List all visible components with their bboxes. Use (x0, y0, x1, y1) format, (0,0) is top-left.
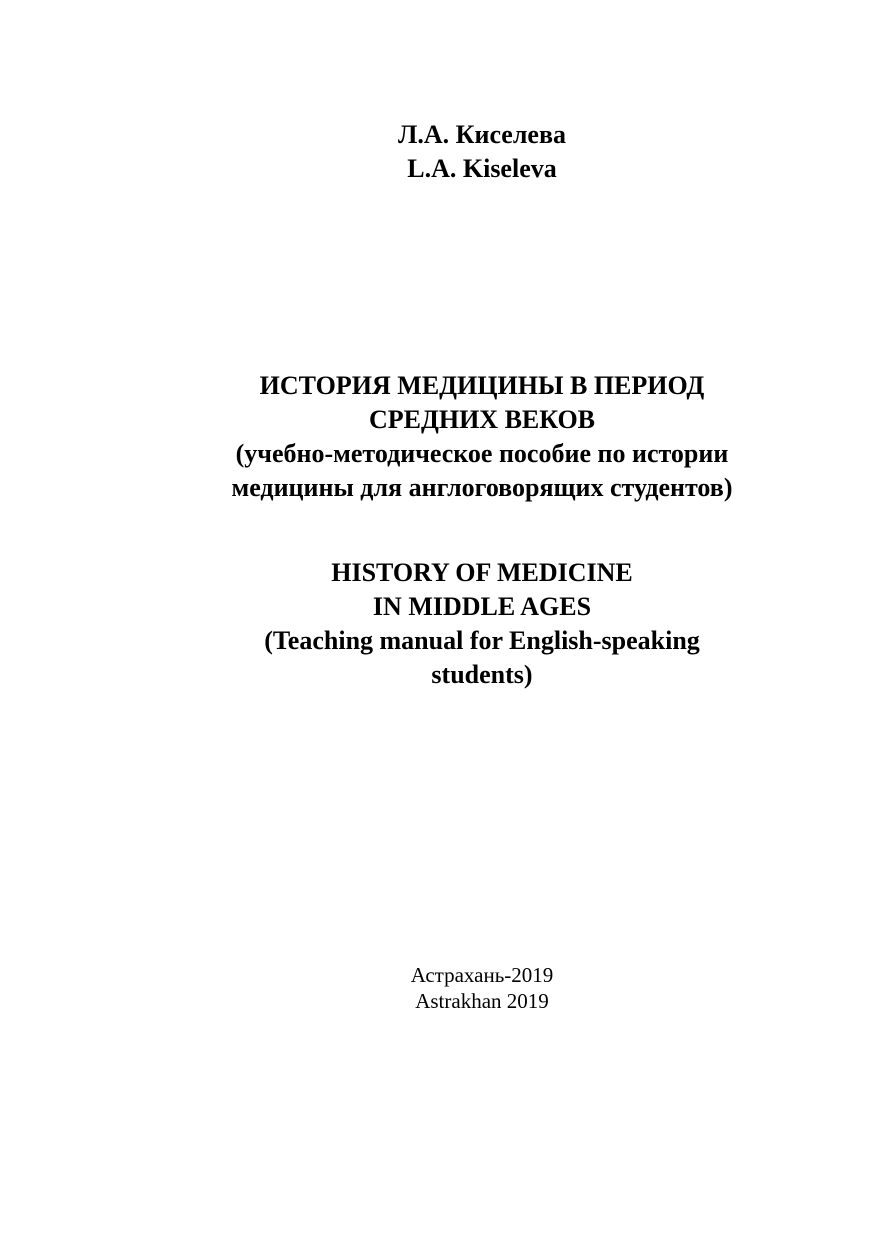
imprint-place-ru: Астрахань-2019 (410, 963, 554, 987)
subtitle-en-line-2: students) (431, 660, 533, 689)
title-en-block (45, 556, 874, 692)
subtitle-ru-line-1: (учебно-методическое пособие по истории (235, 439, 729, 468)
author-name-en: L.A. Kiseleva (407, 154, 557, 183)
author-name-ru: Л.А. Киселева (397, 120, 567, 149)
subtitle-en-line-1: (Teaching manual for English-speaking (264, 626, 700, 655)
author-block (45, 118, 874, 186)
title-ru-line-2: СРЕДНИХ ВЕКОВ (368, 405, 596, 434)
title-ru-block (45, 369, 874, 505)
imprint-place-en: Astrakhan 2019 (415, 989, 549, 1013)
title-ru-line-1: ИСТОРИЯ МЕДИЦИНЫ В ПЕРИОД (259, 371, 705, 400)
title-en-line-2: IN MIDDLE AGES (372, 592, 592, 621)
title-en-line-1: HISTORY OF MEDICINE (331, 558, 633, 587)
subtitle-ru-line-2: медицины для англоговорящих студентов) (231, 473, 733, 502)
imprint-block (45, 962, 874, 1014)
